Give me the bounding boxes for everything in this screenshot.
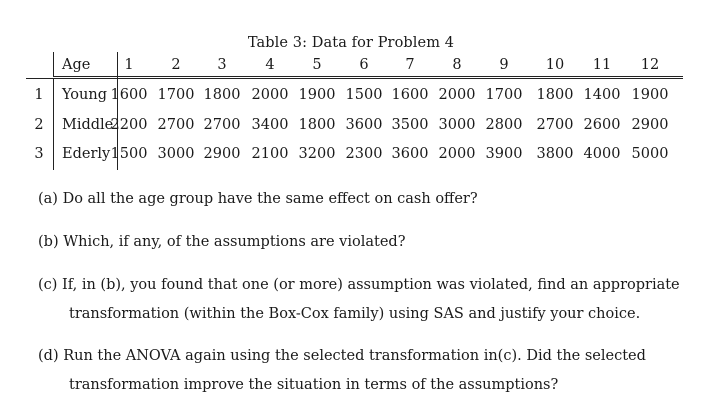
header-rule [53, 76, 683, 77]
table-cell: 1900 [298, 87, 336, 103]
question-line [38, 191, 478, 207]
table-cell: 2600 [583, 117, 621, 133]
question-text: transformation improve the situation in terms of the assumptions? [69, 377, 559, 393]
question-line [38, 234, 405, 250]
table-cell: 2000 [438, 87, 476, 103]
table-cell: 2300 [345, 146, 383, 162]
body-divider-vertical [53, 78, 54, 170]
table-cell: 3600 [391, 146, 429, 162]
table-cell: 2700 [203, 117, 241, 133]
row-index: 3 [34, 146, 44, 162]
table-cell: 5000 [631, 146, 669, 162]
table-cell: 3200 [298, 146, 336, 162]
question-text: Run the ANOVA again using the selected transformation in(c). Did the selected [63, 348, 646, 364]
column-header-9: 9 [499, 57, 509, 73]
table-cell: 2700 [536, 117, 574, 133]
question-label: (a) [38, 191, 58, 207]
table-cell: 1600 [110, 87, 148, 103]
table-cell: 3500 [391, 117, 429, 133]
question-line [38, 348, 646, 364]
table-cell: 3900 [485, 146, 523, 162]
table-cell: 2100 [251, 146, 289, 162]
column-header-11: 11 [592, 57, 612, 73]
column-header-8: 8 [452, 57, 462, 73]
header-divider-vertical [53, 52, 54, 76]
table-cell: 1900 [631, 87, 669, 103]
table-cell: 2900 [203, 146, 241, 162]
column-header-10: 10 [545, 57, 565, 73]
question-line [69, 377, 558, 393]
table-caption: Table 3: Data for Problem 4 [247, 35, 455, 51]
table-cell: 1800 [203, 87, 241, 103]
table-cell: 2000 [251, 87, 289, 103]
row-group-label: Middle [62, 117, 114, 133]
question-text: transformation (within the Box-Cox family) using SAS and justify your choice. [69, 306, 641, 322]
table-cell: 3000 [438, 117, 476, 133]
column-header-5: 5 [312, 57, 322, 73]
table-cell: 1700 [485, 87, 523, 103]
table-cell: 2000 [438, 146, 476, 162]
table-cell: 3400 [251, 117, 289, 133]
question-line [69, 306, 640, 322]
table-cell: 3600 [345, 117, 383, 133]
table-cell: 2900 [631, 117, 669, 133]
column-header-12: 12 [640, 57, 660, 73]
table-cell: 1800 [536, 87, 574, 103]
header-rule-lower [26, 78, 683, 79]
table-cell: 2200 [110, 117, 148, 133]
column-header-7: 7 [405, 57, 415, 73]
column-header-3: 3 [217, 57, 227, 73]
table-cell: 2700 [157, 117, 195, 133]
row-group-label: Young [62, 87, 108, 103]
table-cell: 4000 [583, 146, 621, 162]
question-line [38, 277, 680, 293]
table-cell: 1800 [298, 117, 336, 133]
question-label: (b) [38, 234, 59, 250]
question-label: (c) [38, 277, 58, 293]
data-table [26, 52, 686, 170]
table-cell: 3000 [157, 146, 195, 162]
header-age-label: Age [62, 57, 91, 73]
row-index: 1 [34, 87, 44, 103]
column-header-2: 2 [171, 57, 181, 73]
question-text: Do all the age group have the same effect on cash offer? [62, 191, 478, 207]
table-cell: 1600 [391, 87, 429, 103]
column-header-4: 4 [265, 57, 275, 73]
table-cell: 1400 [583, 87, 621, 103]
table-cell: 1500 [345, 87, 383, 103]
question-label: (d) [38, 348, 59, 364]
column-header-6: 6 [359, 57, 369, 73]
table-cell: 2800 [485, 117, 523, 133]
question-text: If, in (b), you found that one (or more) assumption was violated, find an appropriate [62, 277, 680, 293]
row-index: 2 [34, 117, 44, 133]
table-cell: 1500 [110, 146, 148, 162]
column-header-1: 1 [124, 57, 134, 73]
row-group-label: Ederly [62, 146, 111, 162]
question-text: Which, if any, of the assumptions are violated? [63, 234, 406, 250]
table-cell: 3800 [536, 146, 574, 162]
table-cell: 1700 [157, 87, 195, 103]
